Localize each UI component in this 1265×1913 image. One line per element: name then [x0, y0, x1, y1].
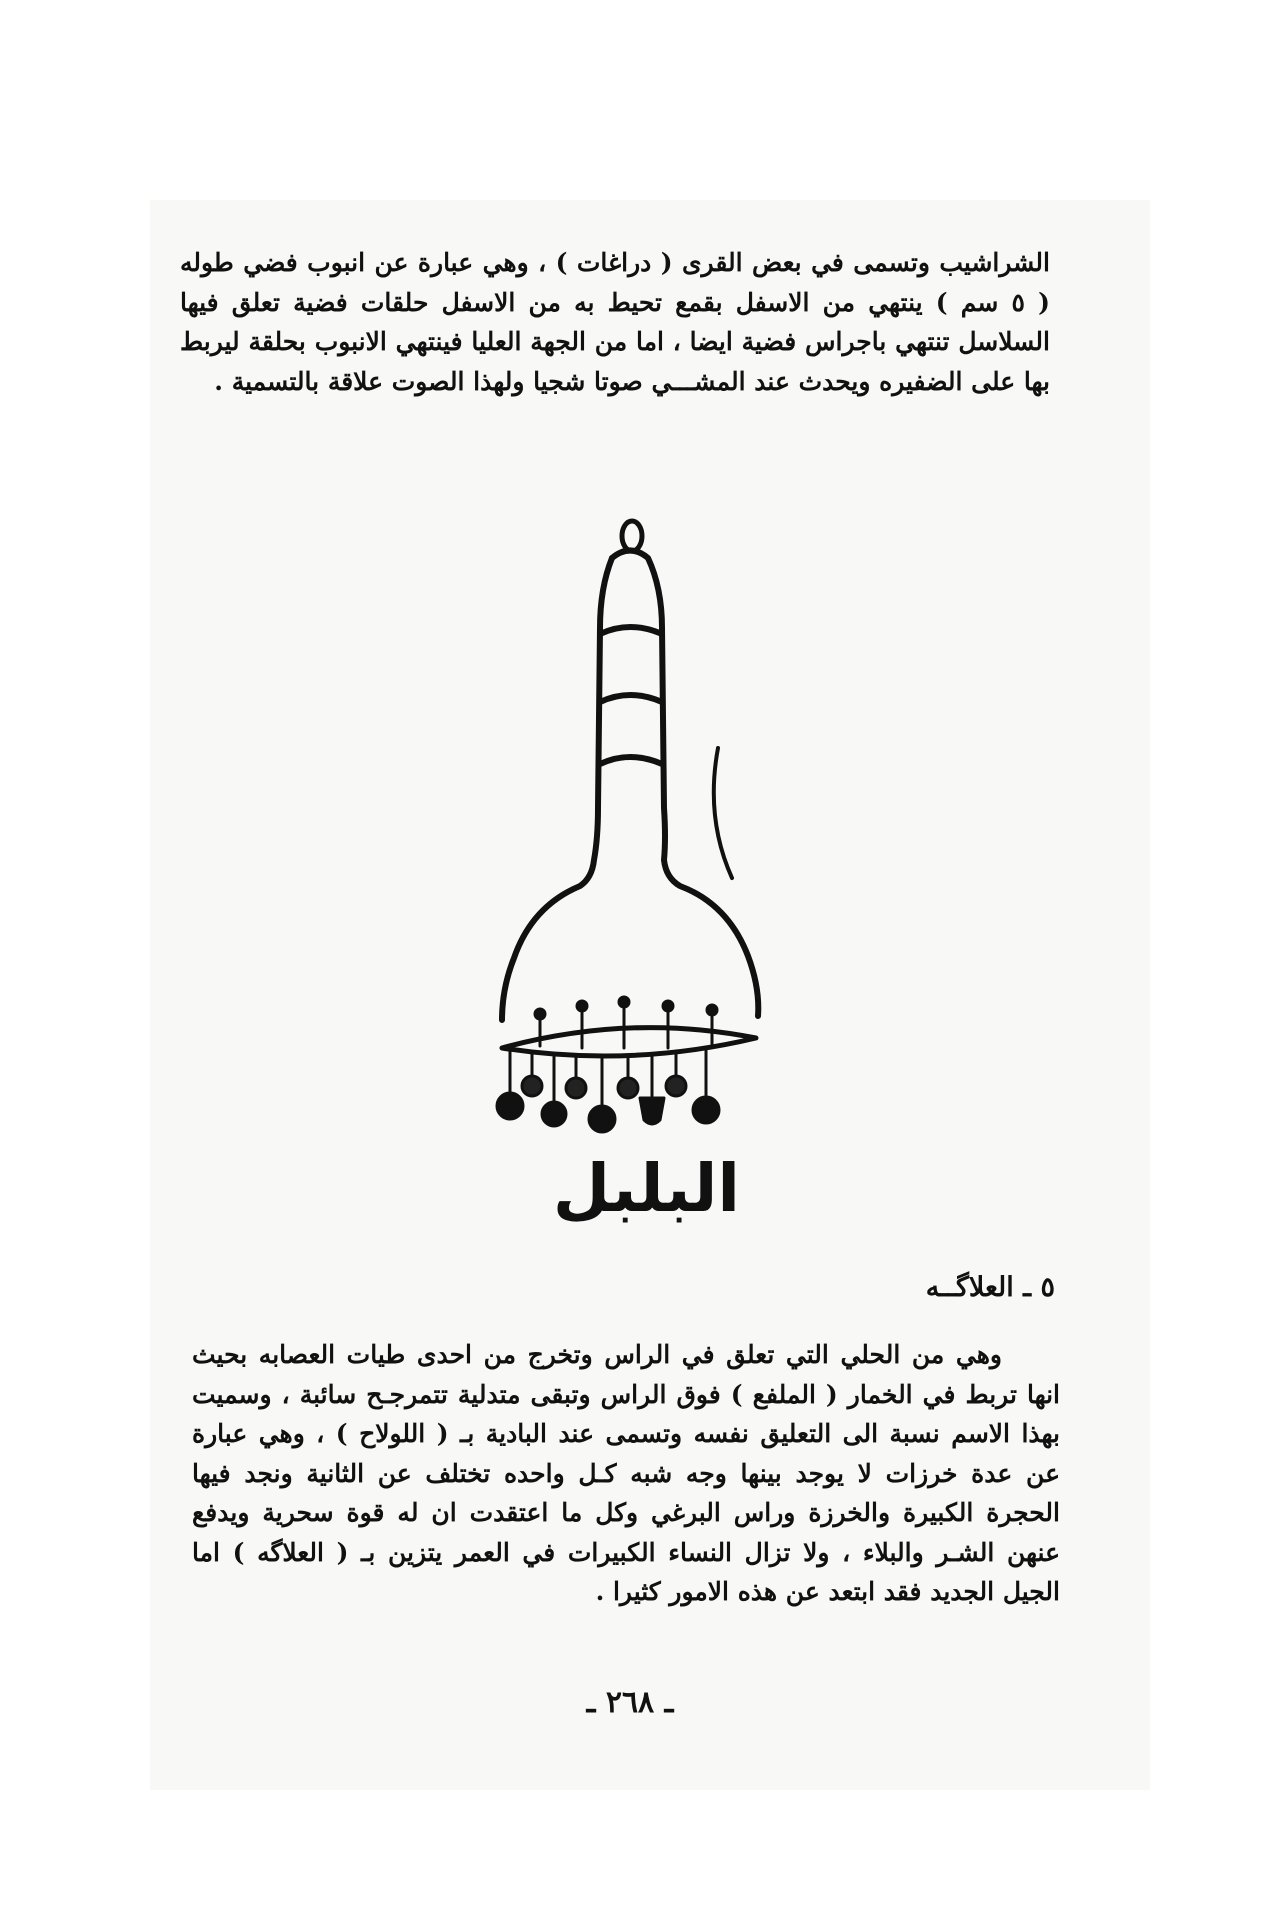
bulbul-ornament-illustration	[480, 508, 780, 1148]
section-heading: ٥ ـ العلاگــه	[925, 1272, 1055, 1303]
paragraph-2: وهي من الحلي التي تعلق في الراس وتخرج من احدى طيات العصابه بحيث انها تربط في الخمار ( الملفع ) فوق الراس وتبقى متدلية تتمرجـح سائبة ، وسميت بهذا الاسم نسبة الى التعليق نفسه وتسمى عند البادية بـ ( اللولاح ) ، وهي عبارة عن عدة خرزات لا يوجد بينها وجه شبه كـل واحده تختلف عن الثانية ونجد فيها الحجرة الكبيرة والخرزة وراس البرغي وكل ما اعتقدت ان له قوة سحرية ويدفع عنهن الشـر والبلاء ، ولا تزال النساء الكبيرات في العمر يتزين بـ ( العلاگه ) اما الجيل الجديد فقد ابتعد عن هذه الامور كثيرا .	[192, 1340, 1060, 1606]
figure-caption: البلبل	[552, 1150, 740, 1227]
paragraph-1: الشراشيب وتسمى في بعض القرى ( دراغات ) ، وهي عبارة عن انبوب فضي طوله ( ٥ سم ) ينتهي من الاسفل بقمع تحيط به من الاسفل حلقات فضية تعلق فيها السلاسل تنتهي باجراس فضية ايضا ، اما من الجهة العليا فينتهي الانبوب بحلقة ليربط بها على الضفيره ويحدث عند المشـــي صوتا شجيا ولهذا الصوت علاقة بالتسمية .	[180, 248, 1050, 396]
page-number: ـ ٢٦٨ ـ	[586, 1685, 674, 1720]
